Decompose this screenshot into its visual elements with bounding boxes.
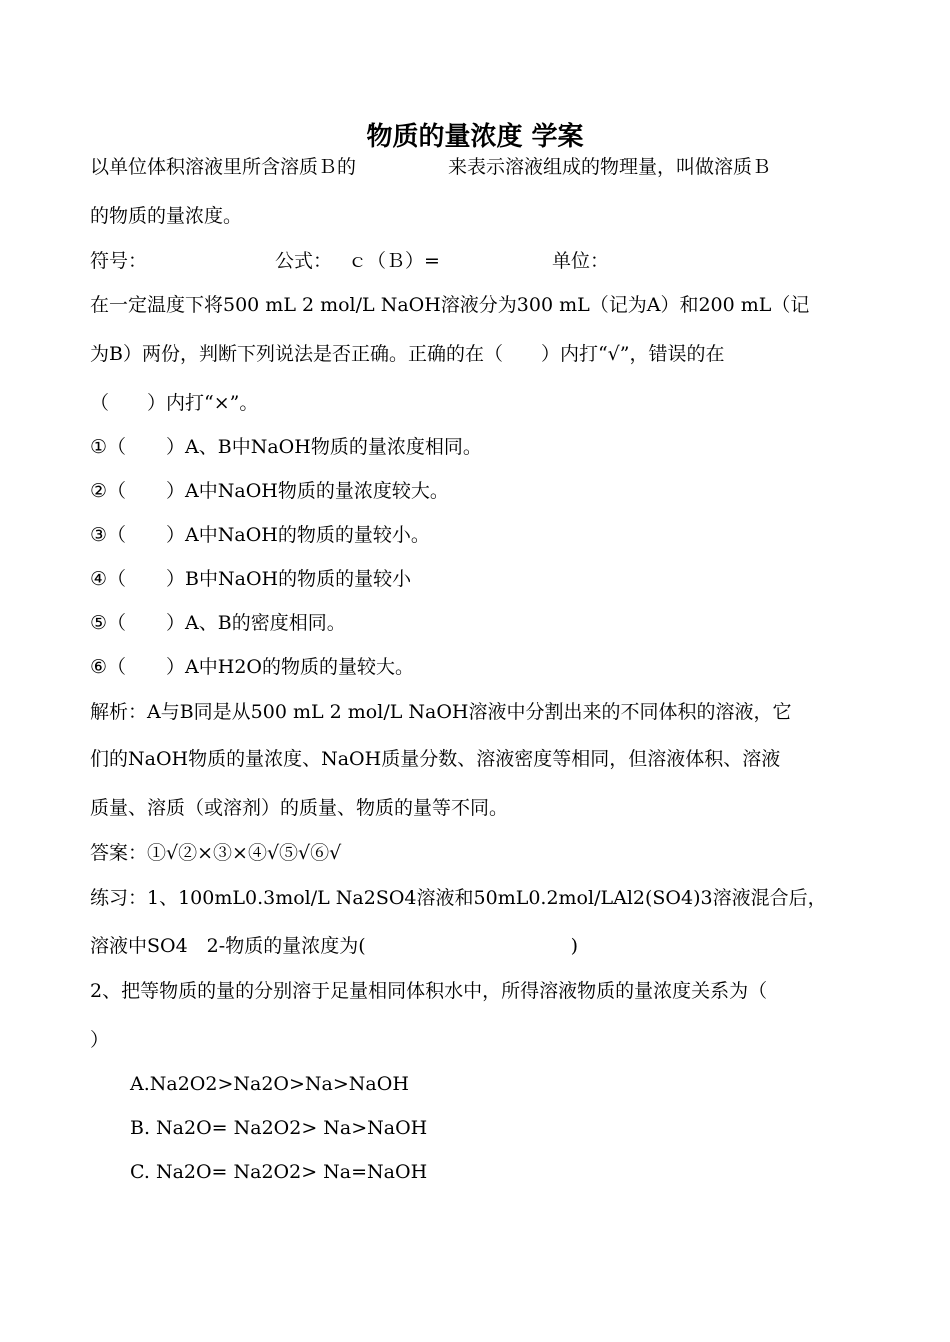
analysis-line-3: 质量、溶质（或溶剂）的质量、物质的量等不同。 xyxy=(90,797,509,819)
item-text: ）A、B的密度相同。 xyxy=(166,612,346,634)
item-number: ①（ xyxy=(90,436,127,458)
page-title: 物质的量浓度 学案 xyxy=(366,122,584,152)
exercise-1-line-2 xyxy=(90,933,578,959)
answer-line: 答案：①√②×③×④√⑤√⑥√ xyxy=(90,842,342,864)
exercise-1-question-text: 溶液中SO4 2-物质的量浓度为( xyxy=(90,935,366,957)
exercise-2-line-1: 2、把等物质的量的分别溶于足量相同体积水中，所得溶液物质的量浓度关系为（ xyxy=(90,980,768,1002)
item-number: ⑤（ xyxy=(90,612,127,634)
judgment-item xyxy=(90,566,411,592)
question-line-1: 在一定温度下将500 mL 2 mol/L NaOH溶液分为300 mL（记为A）和200 mL（记 xyxy=(90,294,810,316)
item-number: ⑥（ xyxy=(90,656,127,678)
item-text: ）A中H2O的物质的量较大。 xyxy=(166,656,415,678)
definition-line-2: 的物质的量浓度。 xyxy=(90,205,243,227)
formula-label: 公式： xyxy=(275,250,333,272)
analysis-line-1: 解析：A与B同是从500 mL 2 mol/L NaOH溶液中分割出来的不同体积的溶液，它 xyxy=(90,701,792,723)
judgment-item xyxy=(90,478,449,504)
exercise-2-line-2: ） xyxy=(90,1029,110,1051)
definition-line-1 xyxy=(90,154,771,180)
judgment-item xyxy=(90,654,414,680)
formula-text: ｃ（Ｂ）= xyxy=(348,250,440,272)
exercise-1-close-paren: ) xyxy=(570,935,579,957)
item-number: ③（ xyxy=(90,524,127,546)
definition-text-part2: 来表示溶液组成的物理量，叫做溶质Ｂ xyxy=(448,156,772,178)
exercise-1-line-1: 练习：1、100mL0.3mol/L Na2SO4溶液和50mL0.2mol/LAl2(SO4)3溶液混合后， xyxy=(90,887,827,909)
symbol-formula-unit-line xyxy=(90,248,609,274)
definition-text-part1: 以单位体积溶液里所含溶质Ｂ的 xyxy=(90,156,357,178)
question-line-3: （ ）内打“×”。 xyxy=(90,392,259,414)
option-c: C. Na2O= Na2O2> Na=NaOH xyxy=(130,1161,428,1183)
unit-label: 单位： xyxy=(551,250,609,272)
judgment-item xyxy=(90,434,482,460)
question-line-2: 为B）两份，判断下列说法是否正确。正确的在（ ）内打“√”，错误的在 xyxy=(90,343,725,365)
judgment-item xyxy=(90,610,346,636)
item-text: ）B中NaOH的物质的量较小 xyxy=(166,568,412,590)
item-text: ）A、B中NaOH物质的量浓度相同。 xyxy=(166,436,482,458)
analysis-line-2: 们的NaOH物质的量浓度、NaOH质量分数、溶液密度等相同，但溶液体积、溶液 xyxy=(90,748,781,770)
item-number: ④（ xyxy=(90,568,127,590)
judgment-item xyxy=(90,522,430,548)
option-a: A.Na2O2>Na2O>Na>NaOH xyxy=(130,1073,409,1095)
option-b: B. Na2O= Na2O2> Na>NaOH xyxy=(130,1117,428,1139)
item-text: ）A中NaOH的物质的量较小。 xyxy=(166,524,430,546)
item-text: ）A中NaOH物质的量浓度较大。 xyxy=(166,480,449,502)
symbol-label: 符号： xyxy=(90,250,148,272)
item-number: ②（ xyxy=(90,480,127,502)
